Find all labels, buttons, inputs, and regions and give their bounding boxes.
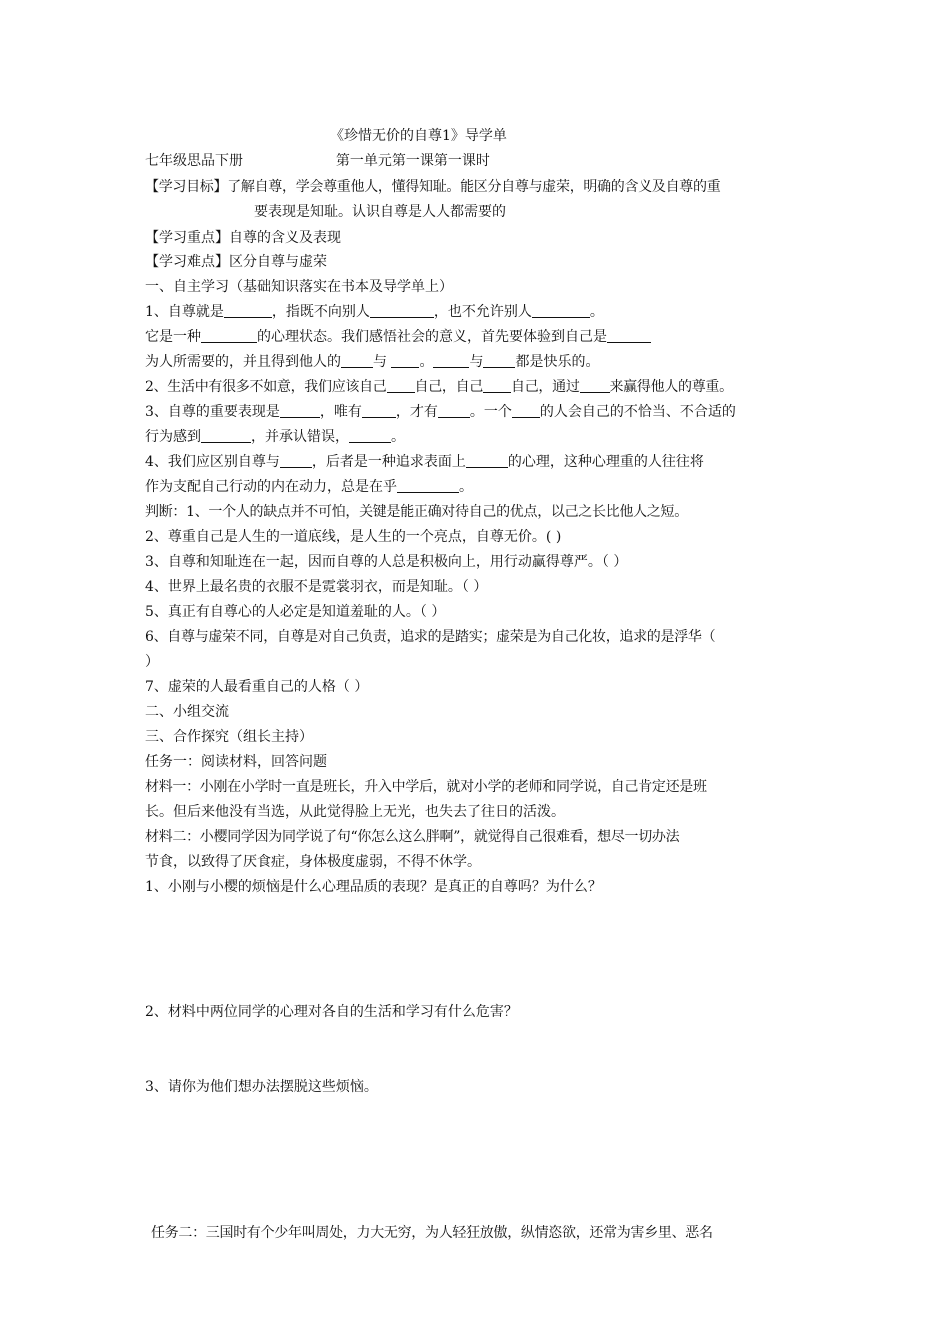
part1-heading: 一、自主学习（基础知识落实在书本及导学单上） [145,279,453,295]
material2-line2: 节食，以致得了厌食症，身体极度虚弱，不得不休学。 [145,854,481,870]
blank [280,453,312,468]
judge-5: 5、真正有自尊心的人必定是知道羞耻的人。（ ） [145,604,446,620]
question-3: 3、请你为他们想办法摆脱这些烦恼。 [145,1079,378,1095]
judge-3: 3、自尊和知耻连在一起，因而自尊的人总是积极向上，用行动赢得尊严。（ ） [145,554,628,570]
q1-line1: 1、自尊就是 ，指既不向别人 ，也不允许别人 。 [145,304,604,320]
page-title: 《珍惜无价的自尊1》导学单 [330,128,507,144]
q3-line1: 3、自尊的重要表现是 ，唯有 ，才有 。一个 的人会自己的不恰当、不合适的 [145,404,736,420]
judge-6: 6、自尊与虚荣不同，自尊是对自己负责，追求的是踏实；虚荣是为自己化妆，追求的是浮华（ [145,629,716,645]
blank [349,428,391,443]
q4-line2: 作为支配自己行动的内在动力，总是在乎 。 [145,479,473,495]
q1-line3: 为人所需要的，并且得到他人的 与 。 与 都是快乐的。 [145,354,600,370]
q2: 2、生活中有很多不如意，我们应该自己 自己，自己 自己，通过 来赢得他人的尊重。 [145,379,733,395]
blank [466,453,508,468]
question-1: 1、小刚与小樱的烦恼是什么心理品质的表现？是真正的自尊吗？为什么？ [145,879,602,895]
q1-line2: 它是一种 的心理状态。我们感悟社会的意义，首先要体验到自己是 [145,328,651,346]
blank [224,303,272,318]
blank [391,353,419,368]
part3-heading: 三、合作探究（组长主持） [145,729,313,745]
judge-2: 2、尊重自己是人生的一道底线，是人生的一个亮点，自尊无价。( ) [145,529,562,545]
objectives-line1: 【学习目标】了解自尊，学会尊重他人，懂得知耻。能区分自尊与虚荣，明确的含义及自尊的重 [145,179,721,195]
blank [280,403,320,418]
material2-line1: 材料二：小樱同学因为同学说了句“你怎么这么胖啊”，就觉得自己很难看，想尽一切办法 [145,829,680,845]
blank [362,403,396,418]
blank [433,353,469,368]
blank [341,353,373,368]
task1-heading: 任务一：阅读材料，回答问题 [145,754,327,770]
question-2: 2、材料中两位同学的心理对各自的生活和学习有什么危害？ [145,1004,518,1020]
judge-1: 判断：1、一个人的缺点并不可怕，关键是能正确对待自己的优点，以己之长比他人之短。 [145,504,688,520]
judge-7: 7、虚荣的人最看重自己的人格（ ） [145,679,369,695]
part2-heading: 二、小组交流 [145,704,229,720]
blank [438,403,470,418]
judge-6-cont: ） [145,654,159,670]
subtitle [145,152,490,170]
blank [580,378,610,393]
q3-line2: 行为感到 ，并承认错误， 。 [145,429,405,445]
blank [397,478,459,493]
focus: 【学习重点】自尊的含义及表现 [145,230,341,246]
blank [370,303,434,318]
q4-line1: 4、我们应区别自尊与 ，后者是一种追求表面上 的心理，这种心理重的人往往将 [145,454,704,470]
material1-line1: 材料一：小刚在小学时一直是班长，升入中学后，就对小学的老师和同学说，自己肯定还是班 [145,779,707,795]
blank [201,428,251,443]
objectives-line2: 要表现是知耻。认识自尊是人人都需要的 [254,204,506,220]
blank [387,378,415,393]
blank [607,328,651,343]
grade-label: 七年级思品下册 [145,153,243,169]
judge-4: 4、世界上最名贵的衣服不是霓裳羽衣，而是知耻。（ ） [145,579,488,595]
blank [483,353,515,368]
blank [512,403,540,418]
blank [201,328,257,343]
unit-label: 第一单元第一课第一课时 [335,153,490,169]
material1-line2: 长。但后来他没有当选，从此觉得脸上无光，也失去了往日的活泼。 [145,804,565,820]
blank [532,303,590,318]
blank [483,378,511,393]
task2-text: 任务二：三国时有个少年叫周处，力大无穷，为人轻狂放傲，纵情恣欲，还常为害乡里、恶名 [151,1225,713,1241]
difficulty: 【学习难点】区分自尊与虚荣 [145,254,327,270]
